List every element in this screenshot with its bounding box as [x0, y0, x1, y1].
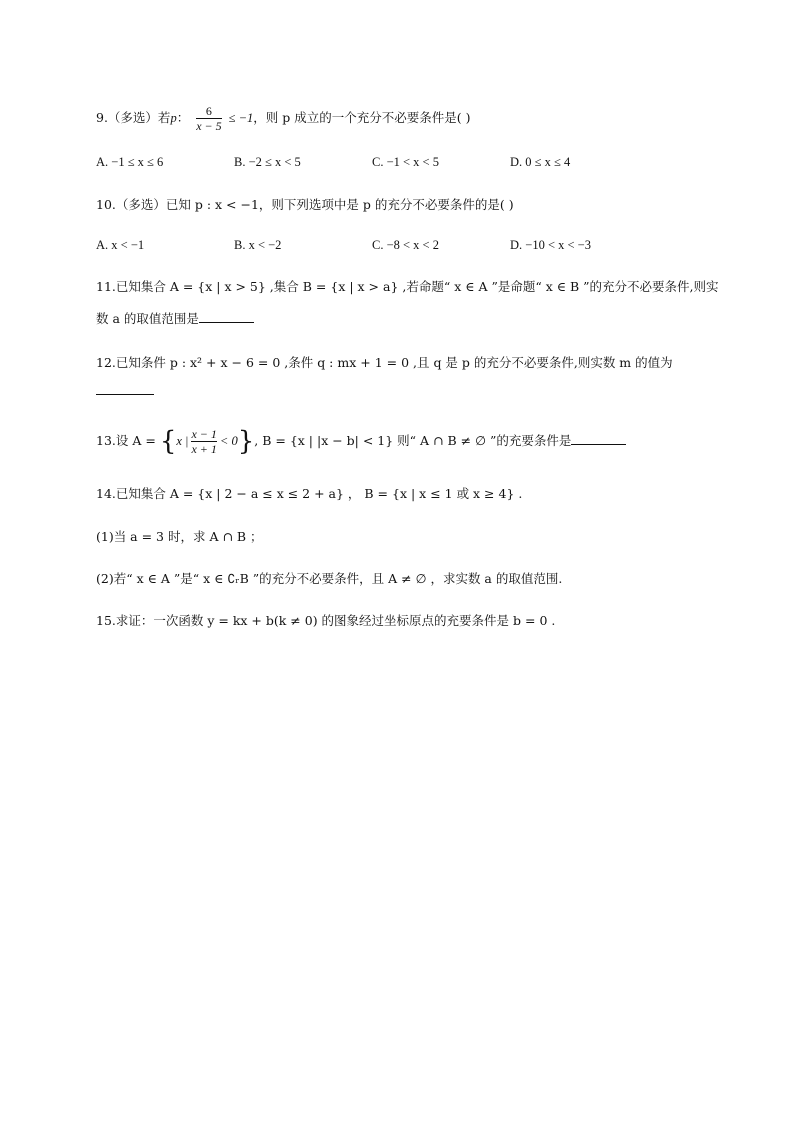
q9-frac-denominator: x − 5 [196, 119, 222, 133]
q9-option-d[interactable]: D. 0 ≤ x ≤ 4 [510, 155, 571, 169]
right-brace-icon: } [237, 426, 255, 457]
question-9 [96, 104, 470, 133]
q13-frac-numerator: x − 1 [191, 427, 217, 441]
q9-option-b[interactable]: B. −2 ≤ x < 5 [234, 155, 301, 169]
question-14-part-2: (2)若“ x ∈ A ”是“ x ∈ ∁ᵣB ”的充分不必要条件，且 A ≠ ∅ ，求实数 a 的取值范围. [96, 571, 563, 586]
answer-blank-12[interactable] [96, 382, 154, 395]
question-13 [96, 424, 626, 459]
q10-option-b[interactable]: B. x < −2 [234, 238, 282, 252]
q13-prefix: 13.设 A = [96, 433, 156, 448]
q9-suffix: ，则 p 成立的一个充分不必要条件是( ) [253, 110, 471, 125]
q9-option-c[interactable]: C. −1 < x < 5 [372, 155, 439, 169]
q13-set-right: < 0 [219, 434, 238, 448]
question-11-line-1: 11.已知集合 A = {x | x > 5} ,集合 B = {x | x > a} ,若命题“ x ∈ A ”是命题“ x ∈ B ”的充分不必要条件,则实 [96, 279, 719, 294]
question-12-line-1: 12.已知条件 p : x² + x − 6 = 0 ,条件 q : mx + 1 = 0 ,且 q 是 p 的充分不必要条件,则实数 m 的值为 [96, 355, 673, 370]
q9-frac-numerator: 6 [205, 104, 212, 118]
q11-line-2-text: 数 a 的取值范围是 [96, 311, 199, 326]
question-15: 15.求证：一次函数 y = kx + b(k ≠ 0) 的图象经过坐标原点的充要条件是 b = 0 . [96, 613, 556, 628]
q13-set-left: x | [176, 434, 189, 448]
q9-inequality: ≤ −1 [228, 111, 254, 125]
q10-option-c[interactable]: C. −8 < x < 2 [372, 238, 439, 252]
q13-suffix: , B = {x | |x − b| < 1} 则“ A ∩ B ≠ ∅ ”的充要条件是 [254, 433, 572, 448]
q9-option-a[interactable]: A. −1 ≤ x ≤ 6 [96, 155, 164, 169]
q13-frac-denominator: x + 1 [191, 442, 217, 456]
answer-blank-13[interactable] [571, 432, 626, 445]
q9-colon: ： [176, 110, 190, 125]
answer-blank-11[interactable] [199, 310, 254, 323]
q9-prefix: 9.（多选）若 [96, 110, 171, 125]
question-10: 10.（多选）已知 p : x < −1，则下列选项中是 p 的充分不必要条件的是( ) [96, 197, 514, 212]
left-brace-icon: { [159, 426, 177, 457]
q13-fraction [191, 427, 216, 456]
question-12-line-2 [96, 382, 154, 400]
question-14-part-1: (1)当 a = 3 时，求 A ∩ B ； [96, 529, 263, 544]
q9-fraction [196, 104, 221, 133]
question-11-line-2 [96, 310, 254, 328]
q10-option-d[interactable]: D. −10 < x < −3 [510, 238, 591, 252]
q9-p-label: p [170, 111, 177, 125]
q10-option-a[interactable]: A. x < −1 [96, 238, 145, 252]
question-14-line-1: 14.已知集合 A = {x | 2 − a ≤ x ≤ 2 + a} ， B = {x | x ≤ 1 或 x ≥ 4} . [96, 486, 523, 501]
